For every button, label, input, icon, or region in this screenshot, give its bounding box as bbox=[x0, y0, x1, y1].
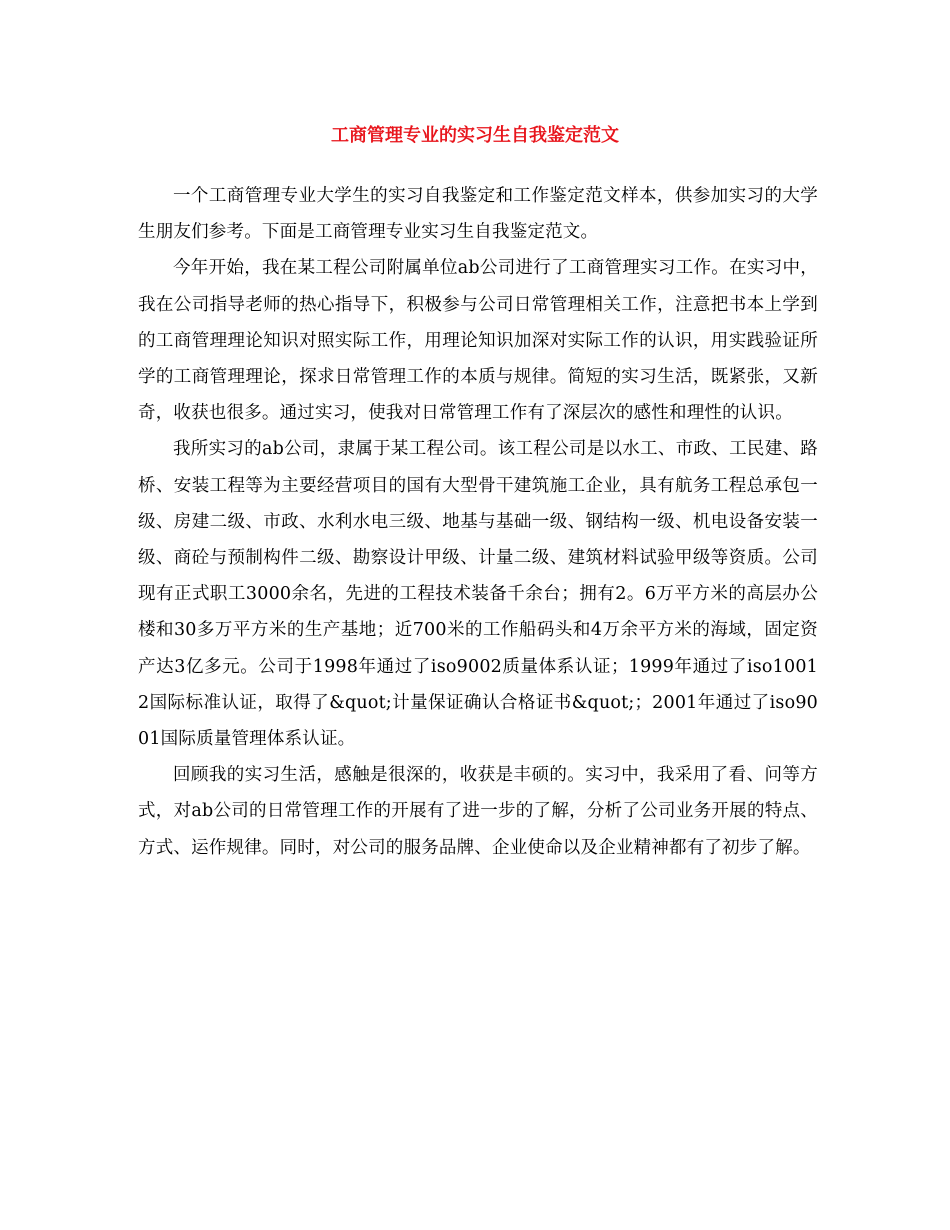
paragraph-company-profile: 我所实习的ab公司，隶属于某工程公司。该工程公司是以水工、市政、工民建、路桥、安装工程等为主要经营项目的国有大型骨干建筑施工企业，具有航务工程总承包一级、房建二级、市政、水利水电三级、地基与基础一级、钢结构一级、机电设备安装一级、商砼与预制构件二级、勘察设计甲级、计量二级、建筑材料试验甲级等资质。公司现有正式职工3000余名，先进的工程技术装备千余台；拥有2。6万平方米的高层办公楼和30多万平方米的生产基地；近700米的工作船码头和4万余平方米的海域，固定资产达3亿多元。公司于1998年通过了iso9002质量体系认证；1999年通过了iso10012国际标准认证，取得了&quot;计量保证确认合格证书&quot;；2001年通过了iso9001国际质量管理体系认证。 bbox=[138, 439, 818, 750]
paragraph-reflection: 回顾我的实习生活，感触是很深的，收获是丰硕的。实习中，我采用了看、问等方式，对ab公司的日常管理工作的开展有了进一步的了解，分析了公司业务开展的特点、方式、运作规律。同时，对公司的服务品牌、企业使命以及企业精神都有了初步了解。 bbox=[138, 765, 818, 858]
paragraph-intro: 一个工商管理专业大学生的实习自我鉴定和工作鉴定范文样本，供参加实习的大学生朋友们参考。下面是工商管理专业实习生自我鉴定范文。 bbox=[138, 186, 818, 243]
paragraph-internship-overview: 今年开始，我在某工程公司附属单位ab公司进行了工商管理实习工作。在实习中，我在公司指导老师的热心指导下，积极参与公司日常管理相关工作，注意把书本上学到的工商管理理论知识对照实际工作，用理论知识加深对实际工作的认识，用实践验证所学的工商管理理论，探求日常管理工作的本质与规律。简短的实习生活，既紧张，又新奇，收获也很多。通过实习，使我对日常管理工作有了深层次的感性和理性的认识。 bbox=[138, 258, 818, 424]
document-title: 工商管理专业的实习生自我鉴定范文 bbox=[331, 125, 619, 146]
document-body bbox=[138, 178, 818, 866]
